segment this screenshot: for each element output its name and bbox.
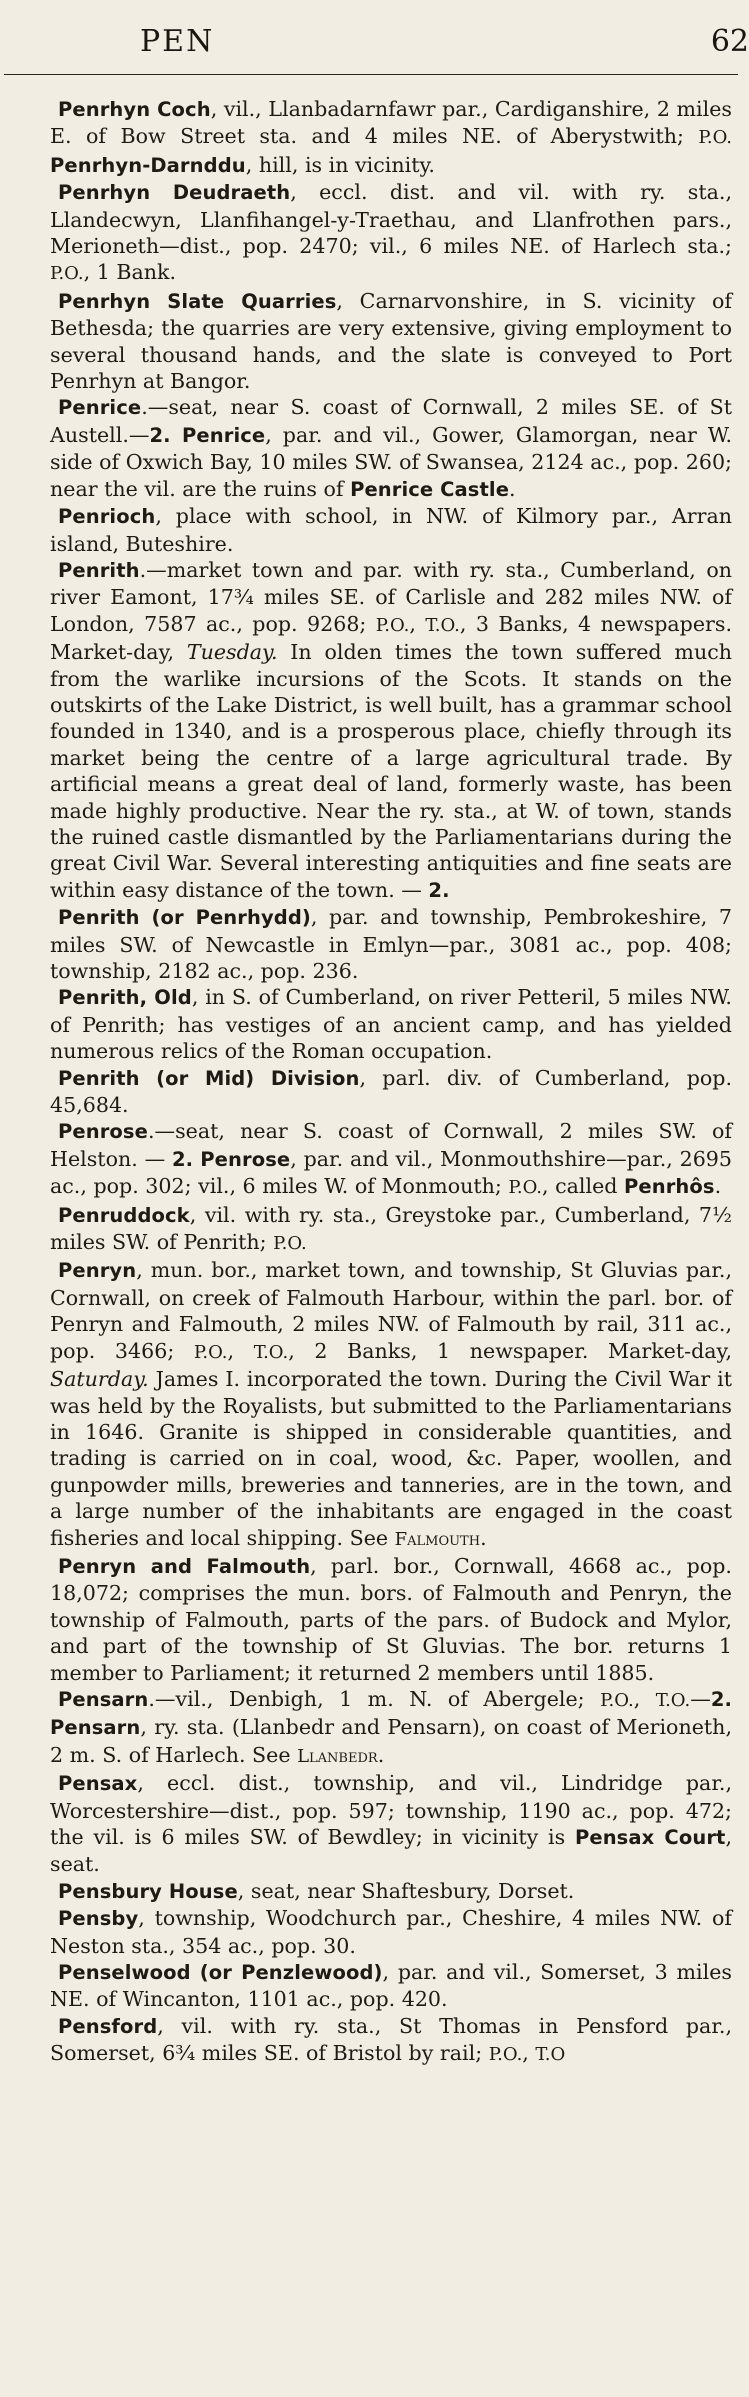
entry-text: , vil., Llanbadarnfawr par., Cardiganshire, 2 miles E. of Bow Street sta. and 4 miles NE. of Aberystwith;	[50, 97, 732, 149]
entry-headword: Pensby	[58, 1907, 139, 1931]
entry-text: , parl. div. of Cumberland, pop. 45,684.	[50, 1065, 732, 1118]
entry-text: P.O.	[375, 614, 410, 636]
entry-emphasis: Saturday.	[50, 1367, 149, 1392]
entry-headword: Penrith, Old	[58, 986, 192, 1010]
entry-text: , called	[542, 1174, 624, 1199]
entry-headword: Penrhôs	[624, 1175, 715, 1199]
gazetteer-entry	[50, 1065, 732, 1119]
entry-headword: Penrioch	[58, 505, 156, 529]
entry-text: .	[377, 1742, 385, 1767]
entry-text: Falmouth	[394, 1528, 481, 1550]
entry-text: , township, Woodchurch par., Cheshire, 4 miles NW. of Neston sta., 354 ac., pop. 30.	[50, 1906, 732, 1958]
entry-headword: Pensarn	[58, 1687, 149, 1711]
entry-text: T.O.	[655, 1689, 691, 1711]
entry-text: ,	[409, 611, 426, 636]
gazetteer-entry	[50, 1905, 732, 1959]
entry-headword: Penrith	[58, 558, 140, 582]
entry-text: ,	[522, 2041, 536, 2066]
gazetteer-entry	[50, 1257, 732, 1552]
entry-headword: Penrhyn-Darnddu	[50, 153, 246, 177]
entry-text: T.O.	[253, 1341, 289, 1363]
page-number: 62	[710, 24, 749, 59]
entry-text: In olden times the town suffered much from the warlike incursions of the Scots. It stands on the outskirts of the Lake District, is well built, has a grammar school founded in 1340, and is a prosperous place, chiefly through its market being the centre of a large agricultural trade. By artificial means a great deal of land, formerly waste, has been made highly productive. Near the ry. sta., at W. of town, stands the ruined castle dismantled by the Parliamentarians during the great Civil War. Several interesting antiquities and fine seats are within easy distance of the town. —	[50, 640, 733, 902]
entry-headword: Penrose	[58, 1120, 148, 1144]
entry-headword: Penrith (or Mid) Division	[58, 1066, 360, 1090]
gazetteer-entry	[50, 984, 732, 1064]
gazetteer-entry	[50, 1686, 732, 1770]
entry-text: P.O.	[193, 1341, 228, 1363]
gazetteer-entry	[50, 1202, 732, 1258]
entry-text: .	[714, 1174, 722, 1199]
entry-text: Llanbedr	[297, 1745, 378, 1767]
entry-text: .	[509, 476, 516, 501]
entry-text: , vil. with ry. sta., Greystoke par., Cumberland, 7½ miles SW. of Penrith;	[50, 1202, 732, 1255]
entry-text: .	[480, 1525, 487, 1550]
entry-headword: 2. Penrose	[171, 1147, 291, 1171]
entry-headword: Penryn and Falmouth	[58, 1554, 311, 1578]
entry-headword: Pensbury House	[58, 1879, 238, 1903]
gazetteer-entry	[50, 1553, 732, 1686]
entry-headword: Penselwood (or Penzlewood)	[58, 1961, 383, 1985]
gazetteer-entry	[50, 1118, 732, 1201]
entry-text: , place with school, in NW. of Kilmory par., Arran island, Buteshire.	[50, 504, 732, 556]
entry-text: .—vil., Denbigh, 1 m. N. of Abergele;	[148, 1686, 601, 1711]
gazetteer-entry	[50, 557, 732, 904]
entry-text: , par. and vil., Gower, Glamorgan, near W. side of Oxwich Bay, 10 miles SW. of Swansea, 2124 ac., pop. 260; near the vil. are the ruins of	[50, 422, 732, 501]
entry-text: , 3 Banks, 4 newspapers. Market-day,	[50, 611, 733, 665]
entry-text: , hill, is in vicinity.	[245, 152, 435, 177]
entry-text: .—seat, near S. coast of Cornwall, 2 miles SE. of St Austell.—	[50, 395, 732, 447]
entry-text: , par. and vil., Monmouthshire—par., 2695 ac., pop. 302; vil., 6 miles W. of Monmouth;	[50, 1146, 732, 1199]
entry-text: P.O.	[698, 127, 732, 149]
header-rule	[4, 74, 738, 75]
entry-text: , eccl. dist. and vil. with ry. sta., Llandecwyn, Llanfihangel-y-Traethau, and Llanfrothen pars., Merioneth—dist., pop. 2470; vil., 6 miles NE. of Harlech sta.;	[50, 180, 732, 259]
gazetteer-entry	[50, 1878, 732, 1905]
entry-text: .—seat, near S. coast of Cornwall, 2 miles SW. of Helston. —	[50, 1119, 732, 1171]
gazetteer-entry	[50, 503, 732, 557]
entry-text: , Carnarvonshire, in S. vicinity of Bethesda; the quarries are very extensive, giving employment to several thousand hands, and the slate is conveyed to Port Penrhyn at Bangor.	[50, 288, 732, 394]
entry-text: , par. and township, Pembrokeshire, 7 miles SW. of Newcastle in Emlyn—par., 3081 ac., pop. 408; township, 2182 ac., pop. 236.	[50, 905, 732, 983]
entry-text: , par. and vil., Somerset, 3 miles NE. of Wincanton, 1101 ac., pop. 420.	[50, 1960, 732, 2012]
gazetteer-entry	[50, 288, 732, 395]
entry-headword: Penruddock	[58, 1203, 190, 1227]
gazetteer-entry	[50, 179, 732, 288]
entry-headword: Penrice	[58, 396, 142, 420]
gazetteer-entry	[50, 1959, 732, 2013]
entry-text: ,	[633, 1686, 656, 1711]
entry-headword: Penryn	[58, 1259, 137, 1283]
gazetteer-entry	[50, 394, 732, 503]
page-header	[0, 0, 749, 74]
entry-headword: 2. Pensarn	[50, 1687, 733, 1740]
entry-headword: Penrhyn Deudraeth	[58, 181, 291, 205]
entry-text: T.O.	[425, 614, 460, 636]
entry-text: ,	[227, 1338, 254, 1363]
entry-headword: 2.	[428, 878, 450, 902]
entry-text: P.O.	[273, 1233, 307, 1255]
entry-text: , ry. sta. (Llanbedr and Pensarn), on coast of Merioneth, 2 m. S. of Harlech. See	[50, 1715, 732, 1767]
entry-headword: Penrhyn Coch	[58, 98, 211, 121]
entry-text: , seat, near Shaftesbury, Dorset.	[237, 1878, 575, 1903]
entry-headword: Pensax	[58, 1772, 138, 1796]
gazetteer-entry	[50, 1770, 732, 1878]
entry-text: , in S. of Cumberland, on river Petteril, 5 miles NW. of Penrith; has vestiges of an ancient camp, and has yielded numerous relics of the Roman occupation.	[50, 985, 732, 1064]
gazetteer-entry	[50, 904, 732, 984]
entry-text: P.O.	[488, 2044, 523, 2066]
entry-text: .—market town and par. with ry. sta., Cumberland, on river Eamont, 17¾ miles SE. of Carlisle and 282 miles NW. of London, 7587 ac., pop. 9268;	[50, 557, 732, 636]
entry-text: , mun. bor., market town, and township, St Gluvias par., Cornwall, on creek of Falmouth Harbour, within the parl. bor. of Penryn and Falmouth, 2 miles NW. of Falmouth by rail, 311 ac., pop. 3466;	[50, 1258, 732, 1363]
entry-text: P.O.	[50, 263, 84, 285]
entry-text: James I. incorporated the town. During the Civil War it was held by the Royalists, but submitted to the Parliamentarians in 1646. Granite is shipped in considerable quantities, and trading is carried on in coal, wood, &c. Paper, woollen, and gunpowder mills, breweries and tanneries, are in the town, and a large number of the inhabitants are engaged in the coast fisheries and local shipping. See	[50, 1367, 732, 1550]
entry-text: T.O	[535, 2044, 566, 2066]
entry-headword: Pensax Court	[574, 1826, 726, 1849]
entry-text: , 1 Bank.	[83, 260, 177, 285]
entry-text: , vil. with ry. sta., St Thomas in Pensford par., Somerset, 6¾ miles SE. of Bristol by rail;	[50, 2013, 732, 2066]
entry-text: , seat.	[50, 1825, 733, 1877]
entry-text: , parl. bor., Cornwall, 4668 ac., pop. 18,072; comprises the mun. bors. of Falmouth and Penryn, the township of Falmouth, parts of the pars. of Budock and Mylor, and part of the township of St Gluvias. The bor. returns 1 member to Parliament; it returned 2 members until 1885.	[50, 1553, 732, 1685]
entry-text: —	[690, 1686, 711, 1711]
entry-text: , eccl. dist., township, and vil., Lindridge par., Worcestershire—dist., pop. 597; township, 1190 ac., pop. 472; the vil. is 6 miles SW. of Bewdley; in vicinity is	[50, 1771, 732, 1849]
entry-text: , 2 Banks, 1 newspaper. Market-day,	[288, 1338, 733, 1363]
entry-list	[50, 96, 732, 2069]
entry-emphasis: Tuesday.	[186, 640, 278, 665]
entry-headword: 2. Penrice	[149, 423, 266, 447]
running-head: PEN	[140, 24, 215, 59]
entry-headword: Penrice Castle	[350, 477, 510, 501]
entry-headword: Pensford	[58, 2014, 158, 2038]
entry-text: P.O.	[508, 1177, 542, 1199]
entry-headword: Penrith (or Penrhydd)	[58, 906, 311, 930]
gazetteer-entry	[50, 2013, 732, 2069]
entry-headword: Penrhyn Slate Quarries	[58, 289, 337, 313]
entry-text: P.O.	[600, 1689, 634, 1711]
gazetteer-entry	[50, 96, 732, 179]
